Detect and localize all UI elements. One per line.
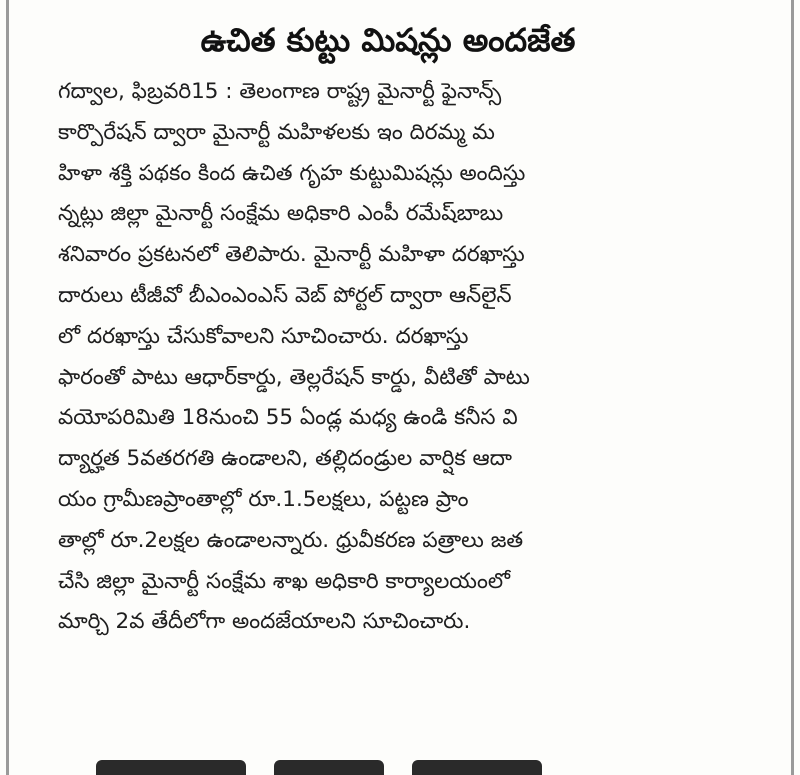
left-column-rule (6, 0, 9, 775)
article-line: ద్యార్హత 5వతరగతి ఉండాలని, తల్లిదండ్రుల వార్షిక ఆదా (58, 446, 512, 472)
article-line: లో దరఖాస్తు చేసుకోవాలని సూచించారు. దరఖాస్తు (58, 323, 469, 349)
article-line: ఫారంతో పాటు ఆధార్‌కార్డు, తెల్లరేషన్ కార్డు, వీటితో పాటు (58, 364, 530, 390)
article-line: యం గ్రామీణప్రాంతాల్లో రూ.1.5లక్షలు, పట్టణ ప్రాం (58, 486, 469, 512)
article-line: హిళా శక్తి పథకం కింద ఉచిత గృహ కుట్టుమిషన్లు అందిస్తు (58, 160, 526, 186)
right-column-rule (791, 0, 794, 775)
article-line: చేసి జిల్లా మైనార్టీ సంక్షేమ శాఖ అధికారి కార్యాలయంలో (58, 568, 510, 594)
article-headline: ఉచిత కుట్టు మిషన్లు అందజేత (200, 21, 576, 59)
article-line: న్నట్లు జిల్లా మైనార్టీ సంక్షేమ అధికారి ఎంపీ రమేష్‌బాబు (58, 201, 504, 227)
article-line: తాల్లో రూ.2లక్షల ఉండాలన్నారు. ధ్రువీకరణ పత్రాలు జత (58, 527, 524, 553)
next-article-cutoff (96, 760, 656, 775)
article-body (58, 72, 718, 643)
article-line: కార్పొరేషన్ ద్వారా మైనార్టీ మహిళలకు ఇం దిరమ్మ మ (58, 119, 495, 145)
article-line: దారులు టీజీవో బీఎంఎంఎస్ వెబ్ పోర్టల్ ద్వారా ఆన్‌లైన్ (58, 282, 512, 308)
article-line: వయోపరిమితి 18నుంచి 55 ఏండ్ల మధ్య ఉండి కనీస వి (58, 405, 518, 431)
article-line: మార్చి 2వ తేదీలోగా అందజేయాలని సూచించారు. (58, 609, 471, 635)
news-article (58, 8, 718, 643)
article-line: గద్వాల, ఫిబ్రవరి15 : తెలంగాణ రాష్ట్ర మైనార్టీ ఫైనాన్స్ (58, 79, 502, 104)
article-line: శనివారం ప్రకటనలో తెలిపారు. మైనార్టీ మహిళా దరఖాస్తు (58, 242, 525, 268)
